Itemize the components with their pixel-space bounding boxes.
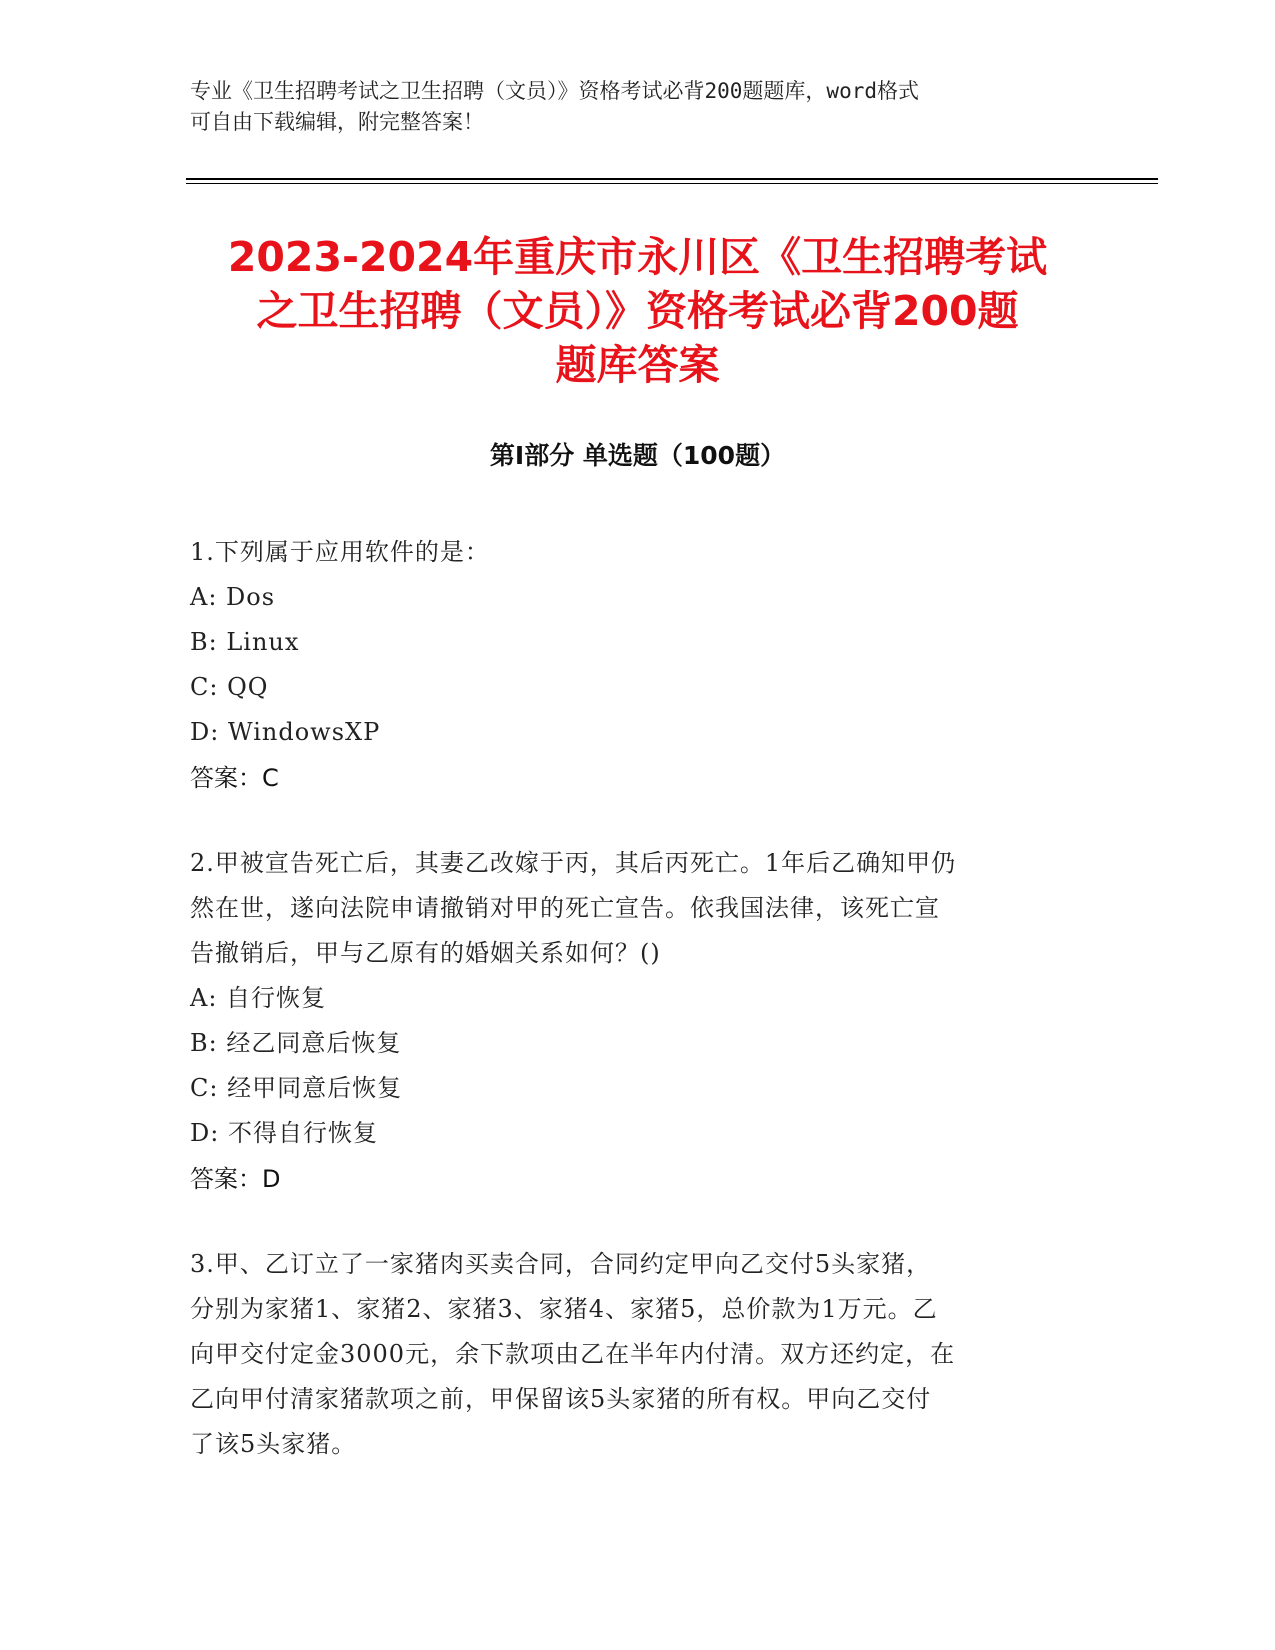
question-list	[190, 530, 1090, 1507]
question-1-option-a: A: Dos	[190, 583, 276, 611]
header-divider-thin	[186, 183, 1158, 184]
question-2-text-line-2: 然在世，遂向法院申请撤销对甲的死亡宣告。依我国法律，该死亡宣	[190, 894, 940, 922]
title-line-2: 之卫生招聘（文员）》资格考试必背200题	[256, 287, 1019, 335]
question-2-option-d: D: 不得自行恢复	[190, 1119, 378, 1147]
question-1-option-c: C: QQ	[190, 673, 269, 701]
question-3-text-line-3: 向甲交付定金3000元，余下款项由乙在半年内付清。双方还约定，在	[190, 1340, 956, 1368]
document-title	[180, 230, 1095, 392]
title-line-3: 题库答案	[555, 341, 720, 389]
intro-text	[190, 76, 1070, 138]
header-divider-thick	[186, 178, 1158, 180]
question-3-text-line-5: 了该5头家猪。	[190, 1430, 357, 1458]
question-1-option-d: D: WindowsXP	[190, 718, 381, 746]
question-2-answer: 答案：D	[190, 1165, 281, 1193]
intro-line-2: 可自由下载编辑，附完整答案！	[190, 110, 484, 134]
question-3-text-line-1: 3.甲、乙订立了一家猪肉买卖合同，合同约定甲向乙交付5头家猪，	[190, 1250, 932, 1278]
question-1-text: 1.下列属于应用软件的是：	[190, 538, 490, 566]
section-heading: 第Ⅰ部分 单选题（100题）	[489, 441, 786, 470]
question-1-option-b: B: Linux	[190, 628, 300, 656]
question-3-text-line-4: 乙向甲付清家猪款项之前，甲保留该5头家猪的所有权。甲向乙交付	[190, 1385, 932, 1413]
intro-line-1: 专业《卫生招聘考试之卫生招聘（文员）》资格考试必背200题题库，word格式	[190, 79, 919, 103]
question-2-text-line-3: 告撤销后，甲与乙原有的婚姻关系如何？()	[190, 939, 661, 967]
question-2-option-c: C: 经甲同意后恢复	[190, 1074, 403, 1102]
title-line-1: 2023-2024年重庆市永川区《卫生招聘考试	[227, 233, 1048, 281]
question-3	[190, 1242, 1090, 1467]
question-2	[190, 841, 1090, 1202]
question-2-text-line-1: 2.甲被宣告死亡后，其妻乙改嫁于丙，其后丙死亡。1年后乙确知甲仍	[190, 849, 957, 877]
question-2-option-a: A: 自行恢复	[190, 984, 327, 1012]
question-1-answer: 答案：C	[190, 764, 279, 792]
question-3-text-line-2: 分别为家猪1、家猪2、家猪3、家猪4、家猪5，总价款为1万元。乙	[190, 1295, 938, 1323]
question-1	[190, 530, 1090, 801]
question-2-option-b: B: 经乙同意后恢复	[190, 1029, 402, 1057]
